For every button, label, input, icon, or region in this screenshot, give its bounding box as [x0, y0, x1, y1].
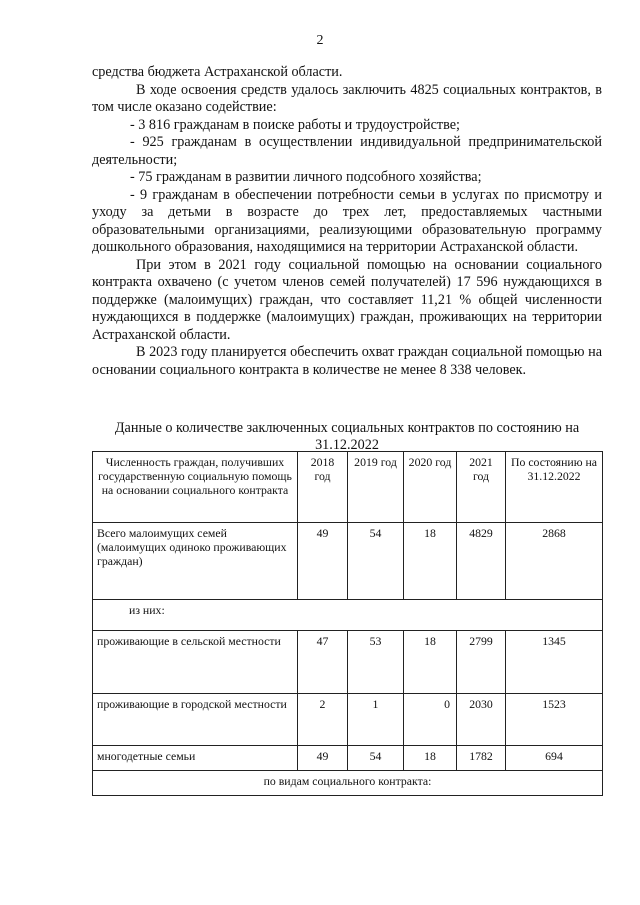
- table-row: [93, 746, 603, 771]
- table-cell: 18: [404, 523, 457, 600]
- table-cell: 694: [506, 746, 603, 771]
- table-cell: 47: [298, 631, 348, 694]
- list-item: - 3 816 гражданам в поиске работы и трудоустройстве;: [130, 116, 460, 133]
- table-cell: 1523: [506, 694, 603, 746]
- table-header-row: [93, 452, 603, 523]
- list-item: - 75 гражданам в развитии личного подсобного хозяйства;: [130, 169, 482, 185]
- page-number: 2: [316, 33, 324, 48]
- contracts-table: [92, 451, 603, 796]
- table-row: [93, 523, 603, 600]
- table-subheading: по видам социального контракта:: [93, 771, 603, 796]
- table-cell: 2030: [457, 694, 506, 746]
- table-cell: 1782: [457, 746, 506, 771]
- table-subheading-row: [93, 771, 603, 796]
- table-cell: 49: [298, 523, 348, 600]
- table-cell: 0: [404, 694, 457, 746]
- table-caption: Данные о количестве заключенных социальных контрактов по состоянию на 31.12.2022: [114, 420, 580, 453]
- table-cell: 4829: [457, 523, 506, 600]
- table-cell: 49: [298, 746, 348, 771]
- table-subheading: из них:: [93, 600, 603, 631]
- table-cell: 54: [348, 523, 404, 600]
- column-header: 2021 год: [457, 452, 506, 523]
- row-label: многодетные семьи: [93, 746, 298, 771]
- row-label: Всего малоимущих семей (малоимущих одиноко проживающих граждан): [93, 523, 298, 600]
- paragraph: средства бюджета Астраханской области.: [92, 64, 343, 80]
- body-text: [92, 64, 602, 379]
- table-cell: 1345: [506, 631, 603, 694]
- paragraph: В ходе освоения средств удалось заключить 4825 социальных контрактов, в том числе оказано содействие:: [92, 81, 602, 115]
- list-item: - 925 гражданам в осуществлении индивидуальной предпринимательской деятельности;: [92, 134, 602, 168]
- table-subheading-row: [93, 600, 603, 631]
- table-row: [93, 694, 603, 746]
- table-cell: 2799: [457, 631, 506, 694]
- table-row: [93, 631, 603, 694]
- table-cell: 18: [404, 746, 457, 771]
- row-label: проживающие в сельской местности: [93, 631, 298, 694]
- table-cell: 53: [348, 631, 404, 694]
- column-header: 2018 год: [298, 452, 348, 523]
- column-header: Численность граждан, получивших государственную социальную помощь на основании социального контракта: [93, 452, 298, 523]
- paragraph: В 2023 году планируется обеспечить охват граждан социальной помощью на основании социального контракта в количестве не менее 8 338 человек.: [92, 344, 602, 378]
- table-cell: 2: [298, 694, 348, 746]
- table-cell: 54: [348, 746, 404, 771]
- paragraph: При этом в 2021 году социальной помощью на основании социального контракта охвачено (с учетом членов семей получателей) 17 596 нуждающихся в поддержке (малоимущих) граждан, что составляет 11,21 % общей численности нуждающихся в поддержке (малоимущих) граждан, проживающих на территории Астраханской области.: [92, 256, 602, 343]
- row-label: проживающие в городской местности: [93, 694, 298, 746]
- column-header: 2019 год: [348, 452, 404, 523]
- table-cell: 18: [404, 631, 457, 694]
- table-cell: 1: [348, 694, 404, 746]
- column-header: 2020 год: [404, 452, 457, 523]
- column-header: По состоянию на 31.12.2022: [506, 452, 603, 523]
- list-item: - 9 гражданам в обеспечении потребности семьи в услугах по присмотру и уходу за детьми в возрасте до трех лет, предоставляемых частными образовательными организациями, реализующими образовательную программу дошкольного образования, находящимися на территории Астраханской области.: [92, 186, 602, 255]
- table-cell: 2868: [506, 523, 603, 600]
